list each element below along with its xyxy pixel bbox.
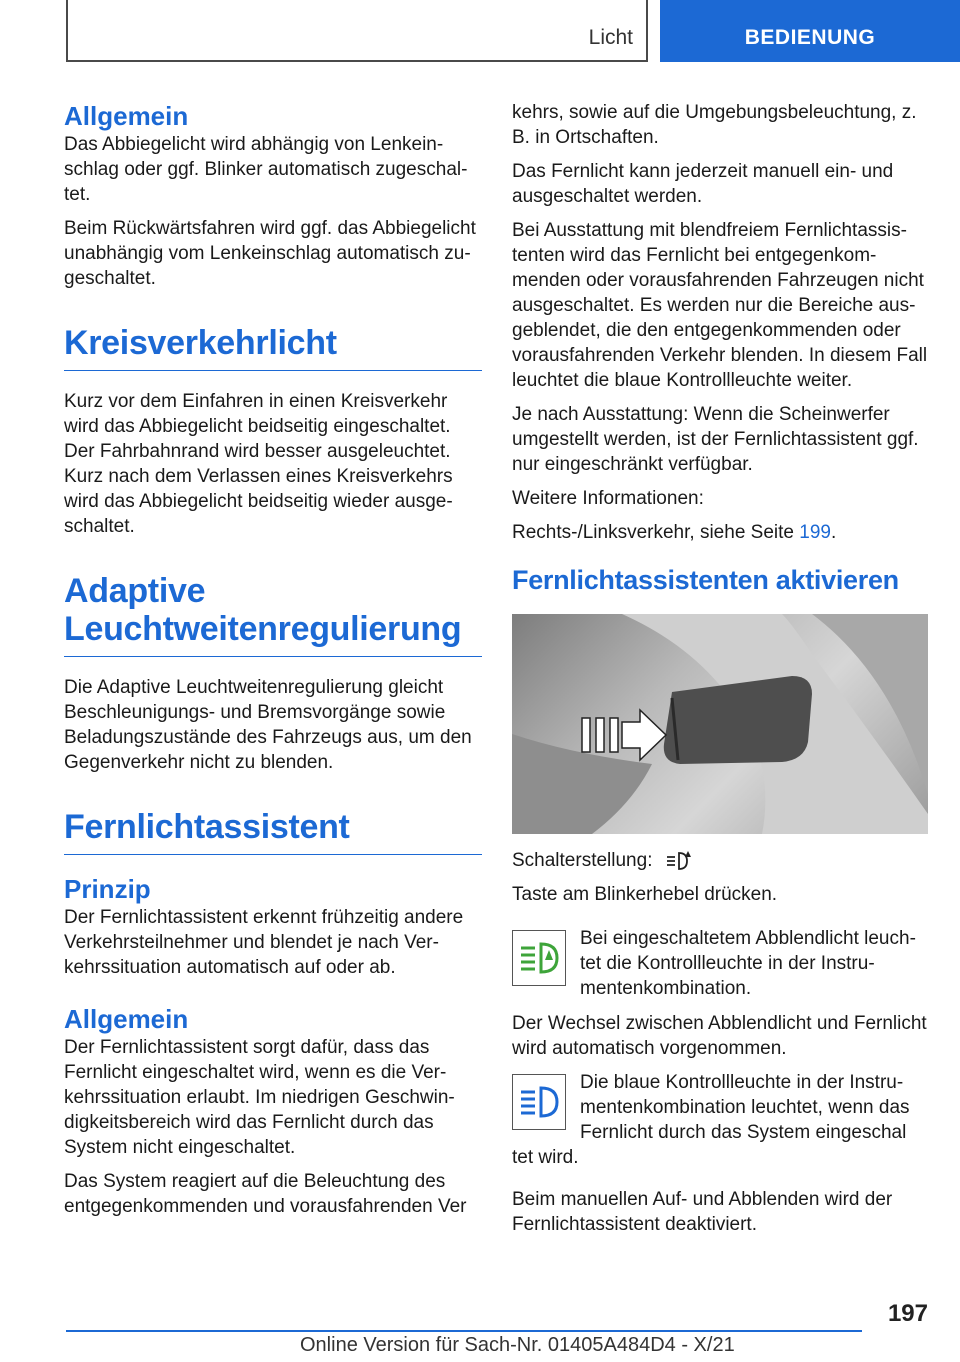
indicator-note-text: Die blaue Kontrollleuchte in der Instrumentenkombination leuchtet, wenn das Fernlicht durch das System eingeschal xyxy=(580,1072,910,1143)
indicator-note-text: Bei eingeschaltetem Abblendlicht leuchtet die Kontrollleuchte in der Instrumentenkombination. xyxy=(580,928,916,999)
switch-position-line xyxy=(512,848,930,873)
spacer xyxy=(512,916,930,926)
paragraph: Beim manuellen Auf- und Abblenden wird der Fernlichtassistent deaktiviert. xyxy=(512,1189,893,1235)
footer-rule xyxy=(66,1330,862,1332)
indicator-note-tail: tet wird. xyxy=(512,1147,579,1168)
high-beam-indicator-icon xyxy=(517,1082,561,1122)
paragraph: Der Fernlichtassistent erkennt frühzeitig andere Verkehrsteilnehmer und blendet je nach Verkehrssituation automatisch auf oder ab. xyxy=(64,907,464,978)
heading-allgemein-2: Allgemein xyxy=(64,1004,189,1034)
arrow-bar xyxy=(596,718,604,752)
indicator-frame xyxy=(512,930,566,986)
paragraph: Kurz vor dem Einfahren in einen Kreisverkehr wird das Abbiegelicht beidseitig eingeschaltet. Der Fahrbahnrand wird besser ausgeleuchtet. Kurz nach dem Verlassen eines Kreisverkehrs wird das Abbiegelicht beidseitig wieder ausgeschaltet. xyxy=(64,391,453,537)
header-frame xyxy=(66,0,648,62)
reference-end: . xyxy=(830,522,837,543)
arrow-icon xyxy=(622,710,666,760)
arrow-bar xyxy=(582,718,590,752)
reference-text: Rechts-/Linksverkehr, siehe Seite xyxy=(512,522,800,543)
header-chapter-tab[interactable] xyxy=(660,0,960,62)
high-beam-assist-icon xyxy=(664,849,694,873)
paragraph: Weitere Informationen: xyxy=(512,488,704,509)
paragraph: Je nach Ausstattung: Wenn die Scheinwerfer umgestellt werden, ist der Fernlichtassistent ggf. nur eingeschränkt verfügbar. xyxy=(512,404,919,475)
paragraph: Der Fernlichtassistent sorgt dafür, dass das Fernlicht eingeschaltet wird, wenn es die Verkehrssituation erlaubt. Im niedrigen Geschwindigkeitsbereich wird das Fernlicht durch das System nicht eingeschaltet. xyxy=(64,1037,455,1158)
spacer xyxy=(512,554,930,564)
heading-adaptive-leuchtweitenregulierung: Adaptive Leuchtweitenregulierung xyxy=(64,572,482,657)
paragraph: Das System reagiert auf die Beleuchtung des entgegenkommenden und vorausfahrenden Ver xyxy=(64,1171,467,1217)
page-number: 197 xyxy=(887,1300,928,1327)
paragraph-cross-reference xyxy=(512,520,930,545)
left-column xyxy=(64,100,482,1228)
arrow-bar xyxy=(610,718,618,752)
turn-signal-lever-photo xyxy=(512,614,928,834)
paragraph: Das Abbiegelicht wird abhängig von Lenkeinschlag oder ggf. Blinker automatisch zugeschaltet. xyxy=(64,134,468,205)
switch-position-label: Schalterstellung: xyxy=(512,850,653,871)
lever-illustration xyxy=(512,614,928,834)
indicator-note-2 xyxy=(512,1070,930,1145)
heading-kreisverkehrlicht: Kreisverkehrlicht xyxy=(64,324,482,371)
indicator-frame xyxy=(512,1074,566,1130)
spacer xyxy=(64,989,482,1003)
heading-fernlichtassistenten-aktivieren: Fernlichtassistenten aktivieren xyxy=(512,565,899,595)
high-beam-assist-indicator-icon xyxy=(517,938,561,978)
paragraph: Der Wechsel zwischen Abblendlicht und Fernlicht wird automatisch vorgenommen. xyxy=(512,1013,927,1059)
spacer xyxy=(512,1179,930,1187)
heading-fernlichtassistent: Fernlichtassistent xyxy=(64,808,482,855)
indicator-note-1 xyxy=(512,926,930,1001)
paragraph: Beim Rückwärtsfahren wird ggf. das Abbiegelicht unabhängig vom Lenkeinschlag automatisch zugeschaltet. xyxy=(64,218,476,289)
paragraph: Die Adaptive Leuchtweitenregulierung gleicht Beschleunigungs- und Bremsvorgänge sowie Beladungszustände des Fahrzeugs aus, um den Gegenverkehr nicht zu blenden. xyxy=(64,677,472,773)
right-column xyxy=(512,100,930,1246)
paragraph: Taste am Blinkerhebel drücken. xyxy=(512,884,778,905)
paragraph: Bei Ausstattung mit blendfreiem Fernlichtassistenten wird das Fernlicht bei entgegenkommenden oder vorausfahrenden Fahrzeugen nicht ausgeschaltet. Es werden nur die Bereiche ausgeblendet, die den entgegenkommenden oder vorausfahrenden Verkehr blenden. In diesem Fall leuchtet die blaue Kontrollleuchte weiter. xyxy=(512,220,928,391)
heading-allgemein: Allgemein xyxy=(64,101,189,131)
header-section-title: Licht xyxy=(588,26,633,49)
heading-prinzip: Prinzip xyxy=(64,874,151,904)
footer-version-text: Online Version für Sach-Nr. 01405A484D4 - X/21 xyxy=(300,1334,735,1356)
spacer xyxy=(64,784,482,808)
paragraph: Das Fernlicht kann jederzeit manuell ein- und ausgeschaltet werden. xyxy=(512,161,894,207)
paragraph: kehrs, sowie auf die Umgebungsbeleuchtung, z. B. in Ortschaften. xyxy=(512,102,917,148)
header-chapter-label: BEDIENUNG xyxy=(744,26,876,49)
page-link[interactable]: 199 xyxy=(799,522,831,543)
lever-body xyxy=(664,676,812,764)
spacer xyxy=(64,300,482,324)
spacer xyxy=(64,548,482,572)
